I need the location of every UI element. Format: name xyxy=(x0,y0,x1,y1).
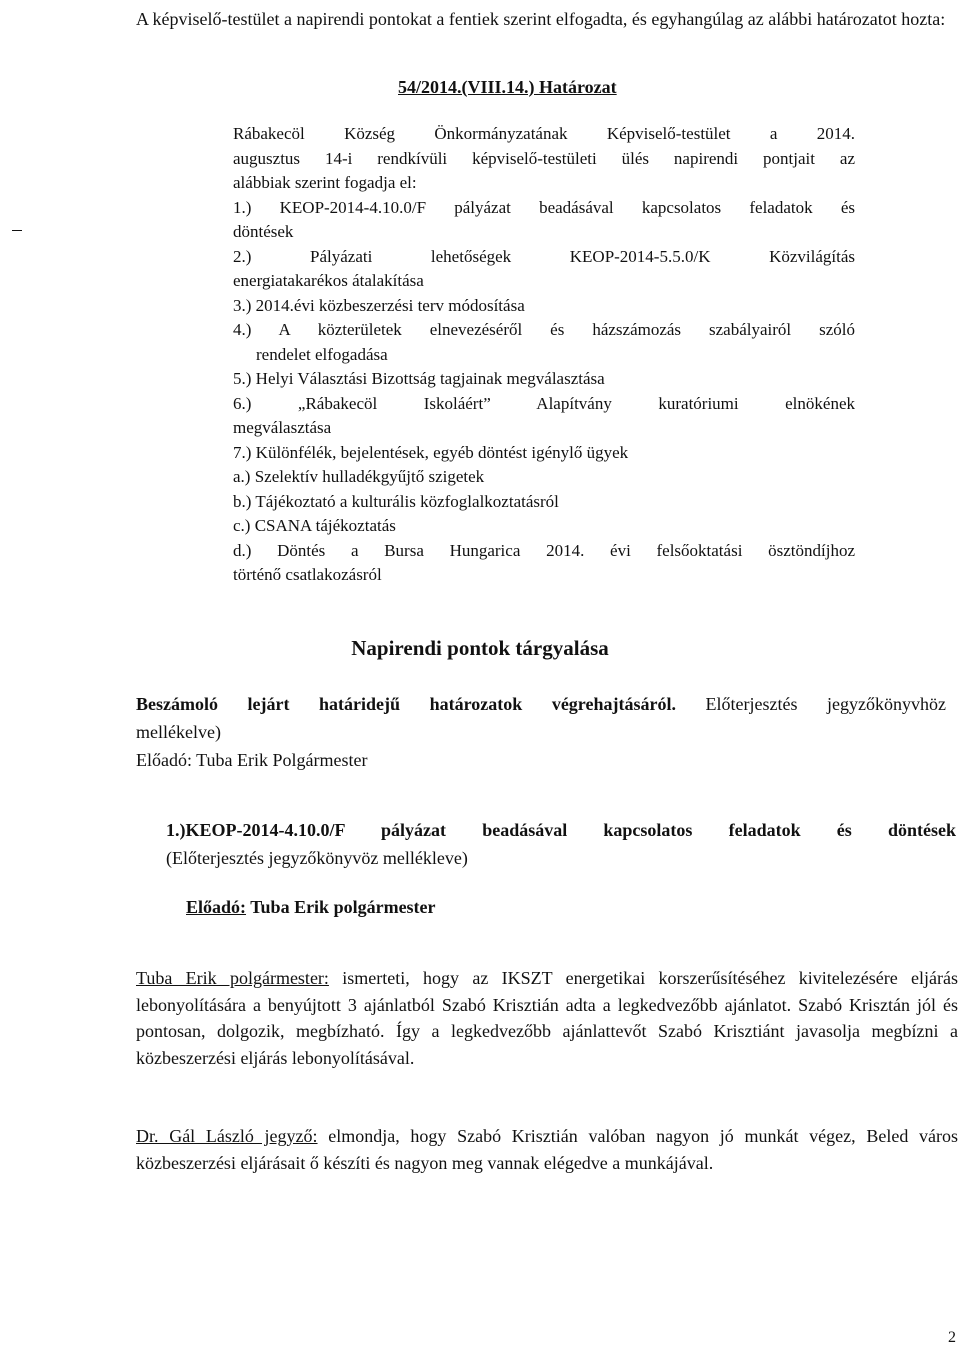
speaker-notary: Dr. Gál László jegyző: xyxy=(136,1126,318,1146)
agenda-list-item: 1.) KEOP-2014-4.10.0/F pályázat beadásával kapcsolatos feladatok és xyxy=(233,197,855,217)
agenda-list xyxy=(233,196,855,588)
agenda-item-1-presenter xyxy=(186,897,436,918)
agenda-list-item: c.) CSANA tájékoztatás xyxy=(233,516,396,535)
section-title: Napirendi pontok tárgyalása xyxy=(351,636,609,660)
report-presenter: Előadó: Tuba Erik Polgármester xyxy=(136,750,368,770)
resolution-title: 54/2014.(VIII.14.) Határozat xyxy=(398,77,617,97)
paragraph-mayor-text: ismerteti, hogy az IKSZT energetikai korszerűsítéséhez kivitelezésére eljárás lebonyolítására a benyújtott 3 ajánlatból Szabó Krisztián adta a legkedvezőbb ajánlatot. Szabó Krisztán jól és pontosan, dolgozik, megbízható. Így a legkedvezőbb ajánlattevőt Szabó Krisztiánt javasolja megbízni a közbeszerzési eljárás lebonyolításával. xyxy=(136,968,959,1068)
agenda-list-item: a.) Szelektív hulladékgyűjtő szigetek xyxy=(233,467,485,486)
agenda-item-1-title: 1.)KEOP-2014-4.10.0/F pályázat beadásával kapcsolatos feladatok és döntések xyxy=(166,820,956,840)
presenter-label: Előadó: xyxy=(186,897,247,917)
agenda-list-item: energiatakarékos átalakítása xyxy=(233,271,424,290)
agenda-list-item: 7.) Különfélék, bejelentések, egyéb döntést igénylő ügyek xyxy=(233,442,629,462)
paragraph-notary xyxy=(136,1123,958,1176)
presenter-name: Tuba Erik polgármester xyxy=(246,897,436,917)
agenda-list-item: döntések xyxy=(233,222,294,241)
agenda-list-item: b.) Tájékoztató a kulturális közfoglalkoztatásról xyxy=(233,491,559,511)
agenda-list-item: történő csatlakozásról xyxy=(233,565,382,584)
resolution-lead-line: Rábakecöl Község Önkormányzatának Képviselő-testület a 2014. xyxy=(233,124,855,143)
agenda-list-item: 6.) „Rábakecöl Iskoláért” Alapítvány kuratóriumi elnökének xyxy=(233,393,855,413)
agenda-list-item: rendelet elfogadása xyxy=(256,344,388,364)
agenda-list-item: 4.) A közterületek elnevezéséről és házszámozás szabályairól szóló xyxy=(233,320,855,339)
margin-mark xyxy=(12,230,22,231)
agenda-list-item: megválasztása xyxy=(233,418,332,437)
paragraph-notary-text: elmondja, hogy Szabó Krisztián valóban nagyon jó munkát végez, Beled város közbeszerzési eljárásait ő készíti és nagyon meg vannak elégedve a munkájával. xyxy=(136,1126,958,1173)
resolution-body xyxy=(233,122,855,588)
report-bold-title: Beszámoló lejárt határidejű határozatok végrehajtásáról. xyxy=(136,694,676,714)
agenda-list-item: 3.) 2014.évi közbeszerzési terv módosítása xyxy=(233,295,525,315)
resolution-lead-line: augusztus 14-i rendkívüli képviselő-testületi ülés napirendi pontjait az xyxy=(233,148,855,168)
agenda-list-item: d.) Döntés a Bursa Hungarica 2014. évi felsőoktatási ösztöndíjhoz xyxy=(233,540,855,560)
report-line-2: mellékelve) xyxy=(136,722,221,742)
page-number: 2 xyxy=(948,1329,956,1346)
paragraph-mayor xyxy=(136,965,958,1071)
agenda-item-1 xyxy=(166,816,956,872)
report-heading-line xyxy=(136,690,946,718)
speaker-mayor: Tuba Erik polgármester: xyxy=(136,968,329,988)
resolution-lead-line: alábbiak szerint fogadja el: xyxy=(233,173,417,192)
report-attachment-note: Előterjesztés jegyzőkönyvhöz xyxy=(675,694,946,714)
agenda-item-1-note: (Előterjesztés jegyzőkönyvöz mellékleve) xyxy=(166,848,468,868)
report-block xyxy=(136,690,946,774)
agenda-list-item: 5.) Helyi Választási Bizottság tagjainak megválasztása xyxy=(233,369,605,388)
intro-text: A képviselő-testület a napirendi pontokat a fentiek szerint elfogadta, és egyhangúlag az alábbi határozatot hozta: xyxy=(136,9,946,29)
agenda-list-item: 2.) Pályázati lehetőségek KEOP-2014-5.5.0/K Közvilágítás xyxy=(233,246,855,266)
